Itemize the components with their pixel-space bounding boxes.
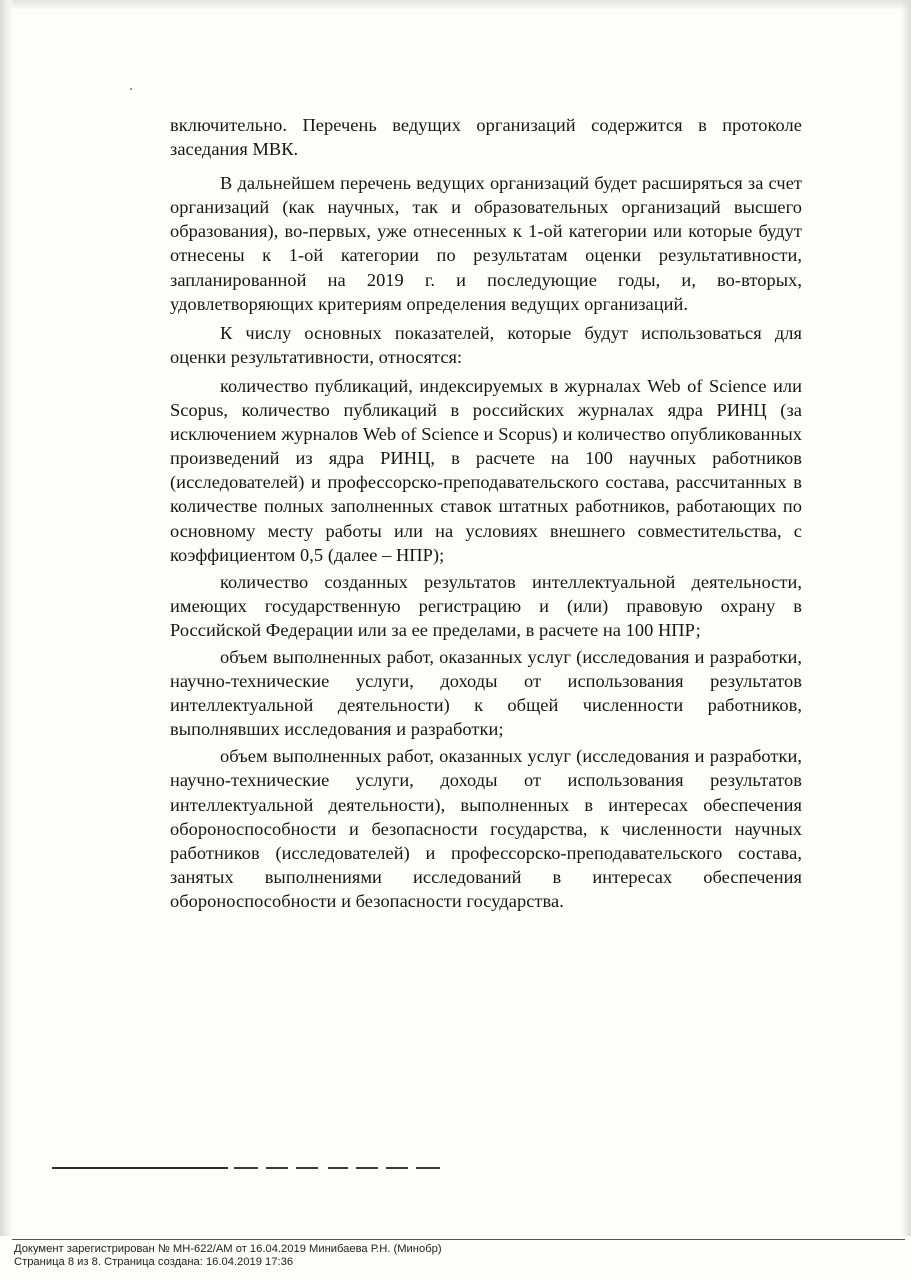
separator-dash [296,1167,318,1169]
page-edge-shadow-right [901,0,911,1236]
separator-dash [356,1167,378,1169]
paragraph-expansion: В дальнейшем перечень ведущих организаций будет расширяться за счет организаций (как научных, так и образовательных организаций высшего образования), во-первых, уже отнесенных к 1-ой категории или которые будут отнесены к 1-ой категории по результатам оценки результативности, запланированной на 2019 г. и последующие годы, и, во-вторых, удовлетворяющих критериям определения ведущих организаций. [170,173,802,314]
document-body [170,113,802,913]
separator-solid-segment [52,1167,228,1169]
scan-speck [130,88,132,90]
indicator-publications: количество публикаций, индексируемых в журналах Web of Science или Scopus, количество публикаций в российских журналах ядра РИНЦ (за исключением журналов Web of Science и Scopus) и количество опубликованных произведений из ядра РИНЦ, в расчете на 100 научных работников (исследователей) и профессорско-преподавательского состава, рассчитанных в количестве полных заполненных ставок штатных работников, работающих по основному месту работы или на условиях внешнего совместительства, с коэффициентом 0,5 (далее – НПР); [170,375,802,565]
registration-footer [14,1243,894,1269]
page-edge-shadow-top [0,0,911,10]
separator-dash [234,1167,258,1169]
separator-dash [386,1167,408,1169]
indicator-work-volume: объем выполненных работ, оказанных услуг (исследования и разработки, научно-технические услуги, доходы от использования результатов интеллектуальной деятельности) к общей численности работников, выполнявших исследования и разработки; [170,646,802,740]
indicator-defense-work-volume: объем выполненных работ, оказанных услуг (исследования и разработки, научно-технические услуги, доходы от использования результатов интеллектуальной деятельности), выполненных в интересах обеспечения обороноспособности и безопасности государства, к численности научных работников (исследователей) и профессорско-преподавательского состава, занятых выполнениями исследований в интересах обеспечения обороноспособности и безопасности государства. [170,746,802,911]
page-edge-shadow-left [0,0,14,1236]
separator-dash [328,1167,348,1169]
paragraph-continuation: включительно. Перечень ведущих организаций содержится в протоколе заседания МВК. [170,115,802,160]
separator-dash [266,1167,288,1169]
separator-dash [416,1167,440,1169]
paragraph-indicators-intro: К числу основных показателей, которые будут использоваться для оценки результативности, относятся: [170,322,802,367]
indicator-intellectual-results: количество созданных результатов интеллектуальной деятельности, имеющих государственную регистрацию и (или) правовую охрану в Российской Федерации или за ее пределами, в расчете на 100 НПР; [170,571,802,640]
page-info-text: Страница 8 из 8. Страница создана: 16.04.2019 17:36 [14,1256,294,1268]
separator-line [52,1166,452,1170]
footer-rule [12,1239,905,1240]
registration-stamp-text: Документ зарегистрирован № МН-622/АМ от 16.04.2019 Минибаева Р.Н. (Минобр) [14,1243,442,1255]
